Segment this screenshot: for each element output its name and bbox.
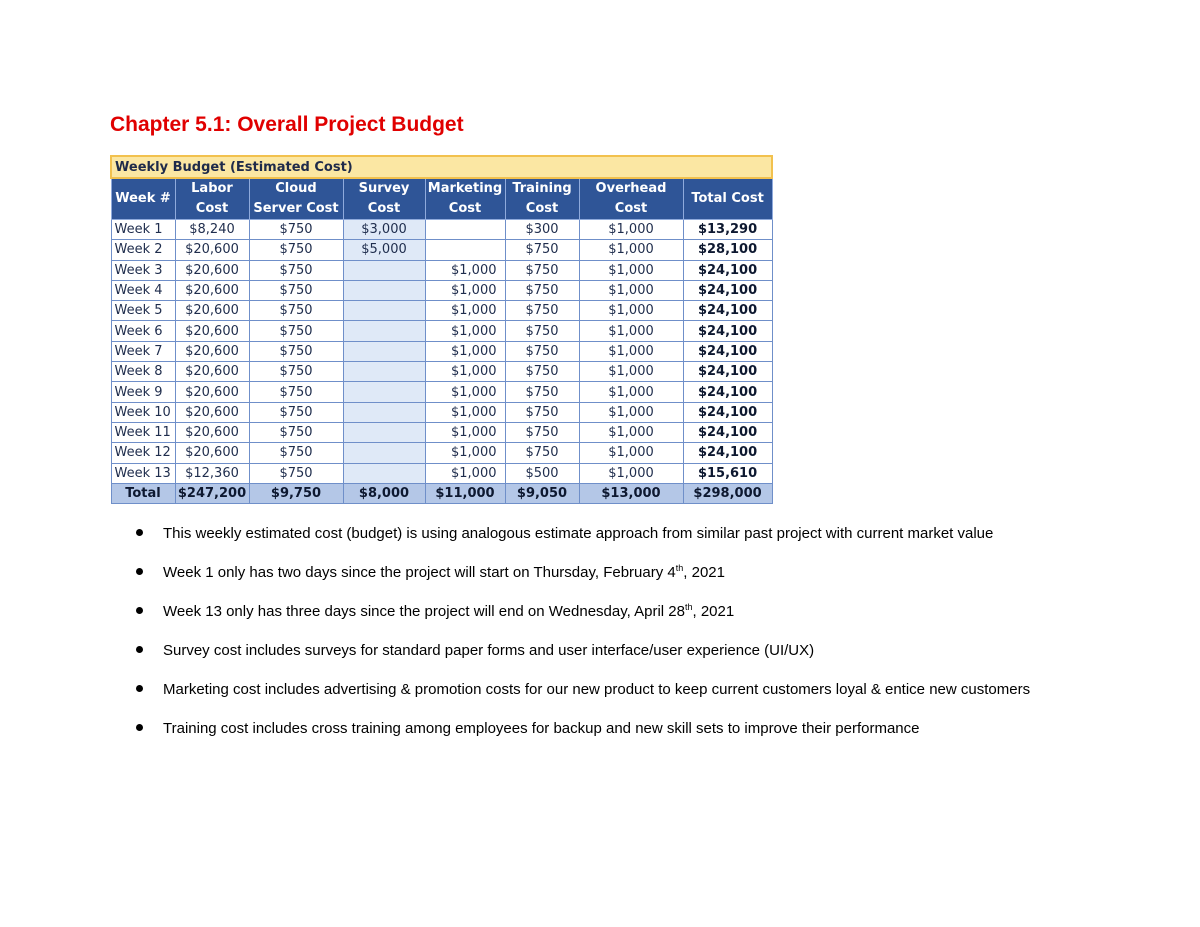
cell-labor: $8,240	[175, 220, 249, 240]
cell-overhead: $1,000	[579, 463, 683, 483]
cell-overhead: $1,000	[579, 280, 683, 300]
table-row	[111, 362, 772, 382]
cell-cloud-server: $750	[249, 260, 343, 280]
cell-survey	[343, 280, 425, 300]
cell-cloud-server: $750	[249, 422, 343, 442]
cell-training: $750	[505, 240, 579, 260]
total-marketing: $11,000	[425, 483, 505, 503]
total-label: Total	[111, 483, 175, 503]
cell-cloud-server: $750	[249, 382, 343, 402]
note-text-end: , 2021	[683, 564, 725, 581]
cell-overhead: $1,000	[579, 220, 683, 240]
note-text-end: , 2021	[692, 603, 735, 620]
cell-week: Week 6	[111, 321, 175, 341]
cell-labor: $20,600	[175, 260, 249, 280]
cell-survey	[343, 362, 425, 382]
bullet-icon	[136, 607, 143, 614]
total-grand: $298,000	[683, 483, 772, 503]
note-superscript: th	[684, 602, 693, 612]
note-text-start: Week 1 only has two days since the project will start on Thursday, February 4	[163, 564, 676, 581]
cell-survey	[343, 260, 425, 280]
cell-training: $750	[505, 362, 579, 382]
cell-marketing: $1,000	[425, 422, 505, 442]
table-row	[111, 422, 772, 442]
cell-survey	[343, 321, 425, 341]
note-item	[128, 678, 1088, 702]
cell-overhead: $1,000	[579, 341, 683, 361]
cell-training: $750	[505, 301, 579, 321]
cell-total: $24,100	[683, 422, 772, 442]
note-text: Training cost includes cross training among employees for backup and new skill sets to improve their performance	[163, 720, 920, 737]
cell-week: Week 8	[111, 362, 175, 382]
cell-survey	[343, 463, 425, 483]
header-labor-cost: Labor Cost	[175, 178, 249, 220]
weekly-budget-table	[110, 155, 773, 504]
table-row	[111, 443, 772, 463]
table-row	[111, 402, 772, 422]
cell-week: Week 11	[111, 422, 175, 442]
page-title: Chapter 5.1: Overall Project Budget	[110, 113, 464, 136]
cell-week: Week 5	[111, 301, 175, 321]
notes-list	[128, 522, 1088, 756]
table-row	[111, 341, 772, 361]
cell-cloud-server: $750	[249, 321, 343, 341]
cell-survey	[343, 402, 425, 422]
cell-week: Week 13	[111, 463, 175, 483]
table-caption: Weekly Budget (Estimated Cost)	[111, 156, 772, 178]
cell-marketing	[425, 220, 505, 240]
bullet-icon	[136, 724, 143, 731]
total-labor: $247,200	[175, 483, 249, 503]
table-row	[111, 220, 772, 240]
cell-training: $300	[505, 220, 579, 240]
header-survey-cost: Survey Cost	[343, 178, 425, 220]
header-training-cost: Training Cost	[505, 178, 579, 220]
cell-labor: $12,360	[175, 463, 249, 483]
cell-week: Week 12	[111, 443, 175, 463]
cell-overhead: $1,000	[579, 422, 683, 442]
cell-week: Week 10	[111, 402, 175, 422]
cell-survey: $5,000	[343, 240, 425, 260]
cell-total: $24,100	[683, 382, 772, 402]
cell-cloud-server: $750	[249, 280, 343, 300]
cell-training: $750	[505, 260, 579, 280]
cell-cloud-server: $750	[249, 463, 343, 483]
cell-total: $24,100	[683, 321, 772, 341]
cell-cloud-server: $750	[249, 402, 343, 422]
cell-cloud-server: $750	[249, 341, 343, 361]
cell-marketing: $1,000	[425, 463, 505, 483]
cell-total: $24,100	[683, 260, 772, 280]
header-cloud-server-cost: Cloud Server Cost	[249, 178, 343, 220]
note-item	[128, 639, 1088, 663]
table-caption-row	[111, 156, 772, 178]
header-overhead-cost: Overhead Cost	[579, 178, 683, 220]
note-text-start: Week 13 only has three days since the project will end on Wednesday, April 28	[163, 603, 685, 620]
header-total-cost: Total Cost	[683, 178, 772, 220]
cell-week: Week 9	[111, 382, 175, 402]
note-item	[128, 600, 1088, 624]
note-item	[128, 522, 1088, 546]
cell-cloud-server: $750	[249, 301, 343, 321]
cell-survey	[343, 382, 425, 402]
cell-labor: $20,600	[175, 422, 249, 442]
cell-total: $24,100	[683, 280, 772, 300]
cell-total: $28,100	[683, 240, 772, 260]
cell-training: $750	[505, 321, 579, 341]
cell-week: Week 3	[111, 260, 175, 280]
bullet-icon	[136, 685, 143, 692]
table-row	[111, 301, 772, 321]
cell-overhead: $1,000	[579, 362, 683, 382]
cell-overhead: $1,000	[579, 443, 683, 463]
table-row	[111, 260, 772, 280]
note-superscript: th	[675, 563, 684, 573]
total-training: $9,050	[505, 483, 579, 503]
cell-training: $750	[505, 402, 579, 422]
cell-marketing: $1,000	[425, 321, 505, 341]
cell-labor: $20,600	[175, 362, 249, 382]
cell-training: $750	[505, 341, 579, 361]
table-total-row	[111, 483, 772, 503]
cell-overhead: $1,000	[579, 260, 683, 280]
cell-total: $24,100	[683, 341, 772, 361]
cell-marketing: $1,000	[425, 301, 505, 321]
header-marketing-cost: Marketing Cost	[425, 178, 505, 220]
cell-cloud-server: $750	[249, 220, 343, 240]
bullet-icon	[136, 568, 143, 575]
cell-labor: $20,600	[175, 402, 249, 422]
bullet-icon	[136, 646, 143, 653]
cell-marketing: $1,000	[425, 280, 505, 300]
cell-cloud-server: $750	[249, 240, 343, 260]
note-item	[128, 561, 1088, 585]
cell-marketing: $1,000	[425, 402, 505, 422]
cell-week: Week 4	[111, 280, 175, 300]
cell-marketing: $1,000	[425, 341, 505, 361]
cell-total: $24,100	[683, 362, 772, 382]
bullet-icon	[136, 529, 143, 536]
table-row	[111, 463, 772, 483]
cell-labor: $20,600	[175, 341, 249, 361]
total-overhead: $13,000	[579, 483, 683, 503]
table-row	[111, 321, 772, 341]
cell-survey	[343, 301, 425, 321]
cell-labor: $20,600	[175, 382, 249, 402]
cell-overhead: $1,000	[579, 240, 683, 260]
cell-training: $500	[505, 463, 579, 483]
cell-labor: $20,600	[175, 301, 249, 321]
total-survey: $8,000	[343, 483, 425, 503]
cell-survey	[343, 341, 425, 361]
cell-marketing: $1,000	[425, 382, 505, 402]
cell-survey: $3,000	[343, 220, 425, 240]
cell-labor: $20,600	[175, 443, 249, 463]
note-text: This weekly estimated cost (budget) is using analogous estimate approach from similar past project with current market value	[163, 525, 994, 542]
cell-total: $24,100	[683, 301, 772, 321]
note-text: Survey cost includes surveys for standard paper forms and user interface/user experience (UI/UX)	[163, 642, 815, 659]
cell-overhead: $1,000	[579, 301, 683, 321]
cell-labor: $20,600	[175, 240, 249, 260]
cell-week: Week 7	[111, 341, 175, 361]
cell-total: $15,610	[683, 463, 772, 483]
cell-marketing	[425, 240, 505, 260]
cell-cloud-server: $750	[249, 443, 343, 463]
table-body	[111, 220, 772, 484]
cell-week: Week 1	[111, 220, 175, 240]
cell-marketing: $1,000	[425, 260, 505, 280]
table-row	[111, 382, 772, 402]
cell-labor: $20,600	[175, 321, 249, 341]
cell-overhead: $1,000	[579, 382, 683, 402]
cell-survey	[343, 422, 425, 442]
note-item	[128, 717, 1088, 741]
cell-week: Week 2	[111, 240, 175, 260]
table-header-row	[111, 178, 772, 220]
cell-training: $750	[505, 280, 579, 300]
table-row	[111, 240, 772, 260]
cell-training: $750	[505, 443, 579, 463]
cell-overhead: $1,000	[579, 402, 683, 422]
note-text: Marketing cost includes advertising & promotion costs for our new product to keep current customers loyal & entice new customers	[163, 681, 1031, 698]
cell-training: $750	[505, 382, 579, 402]
cell-cloud-server: $750	[249, 362, 343, 382]
cell-total: $24,100	[683, 443, 772, 463]
cell-total: $13,290	[683, 220, 772, 240]
cell-training: $750	[505, 422, 579, 442]
cell-total: $24,100	[683, 402, 772, 422]
cell-marketing: $1,000	[425, 443, 505, 463]
total-cloud-server: $9,750	[249, 483, 343, 503]
cell-survey	[343, 443, 425, 463]
table-row	[111, 280, 772, 300]
header-week: Week #	[111, 178, 175, 220]
cell-overhead: $1,000	[579, 321, 683, 341]
cell-labor: $20,600	[175, 280, 249, 300]
cell-marketing: $1,000	[425, 362, 505, 382]
